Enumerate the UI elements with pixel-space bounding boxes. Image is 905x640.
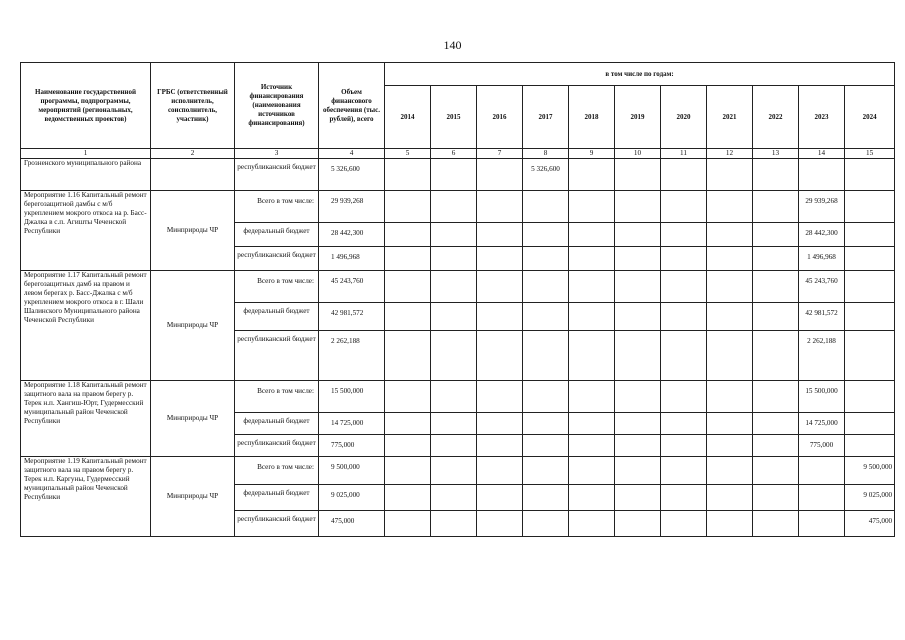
year-value: 14 725,000 bbox=[799, 413, 845, 435]
year-value bbox=[385, 435, 431, 457]
year-value: 1 496,968 bbox=[799, 247, 845, 271]
year-value bbox=[845, 247, 895, 271]
year-value bbox=[615, 511, 661, 537]
year-value bbox=[615, 485, 661, 511]
year-value: 42 981,572 bbox=[799, 303, 845, 331]
column-number: 13 bbox=[753, 149, 799, 159]
header-year: 2014 bbox=[385, 86, 431, 149]
year-value bbox=[523, 191, 569, 223]
year-value bbox=[753, 485, 799, 511]
column-number: 9 bbox=[569, 149, 615, 159]
header-year: 2023 bbox=[799, 86, 845, 149]
year-value bbox=[477, 331, 523, 381]
year-value bbox=[845, 271, 895, 303]
header-name: Наименование государственной программы, подпрограммы, мероприятий (региональных, ведомственных проектов) bbox=[21, 63, 151, 149]
total-volume: 42 981,572 bbox=[319, 303, 385, 331]
year-value: 2 262,188 bbox=[799, 331, 845, 381]
funding-source: федеральный бюджет bbox=[235, 303, 319, 331]
year-value bbox=[431, 485, 477, 511]
year-value: 775,000 bbox=[799, 435, 845, 457]
year-value bbox=[477, 223, 523, 247]
year-value bbox=[707, 271, 753, 303]
year-value bbox=[431, 435, 477, 457]
year-value bbox=[707, 381, 753, 413]
year-value bbox=[523, 511, 569, 537]
total-volume: 775,000 bbox=[319, 435, 385, 457]
year-value: 45 243,760 bbox=[799, 271, 845, 303]
column-number: 1 bbox=[21, 149, 151, 159]
table-row bbox=[21, 271, 895, 303]
funding-source: республиканский бюджет bbox=[235, 511, 319, 537]
year-value bbox=[569, 191, 615, 223]
column-number: 7 bbox=[477, 149, 523, 159]
year-value bbox=[523, 247, 569, 271]
year-value bbox=[661, 485, 707, 511]
year-value bbox=[523, 381, 569, 413]
year-value bbox=[799, 511, 845, 537]
table-row bbox=[21, 457, 895, 485]
header-year: 2017 bbox=[523, 86, 569, 149]
column-number: 5 bbox=[385, 149, 431, 159]
financing-table bbox=[20, 62, 895, 537]
funding-source: федеральный бюджет bbox=[235, 223, 319, 247]
year-value bbox=[615, 271, 661, 303]
funding-source: республиканский бюджет bbox=[235, 435, 319, 457]
column-number: 2 bbox=[151, 149, 235, 159]
column-number: 15 bbox=[845, 149, 895, 159]
year-value bbox=[661, 303, 707, 331]
year-value bbox=[753, 191, 799, 223]
year-value bbox=[707, 331, 753, 381]
year-value bbox=[477, 247, 523, 271]
year-value bbox=[523, 457, 569, 485]
header-grbs: ГРБС (ответственный исполнитель, соисполнитель, участник) bbox=[151, 63, 235, 149]
year-value bbox=[753, 381, 799, 413]
header-year: 2020 bbox=[661, 86, 707, 149]
year-value bbox=[753, 159, 799, 191]
year-value bbox=[385, 191, 431, 223]
year-value bbox=[385, 159, 431, 191]
year-value bbox=[753, 303, 799, 331]
header-year: 2021 bbox=[707, 86, 753, 149]
header-year: 2019 bbox=[615, 86, 661, 149]
measure-name: Мероприятие 1.17 Капитальный ремонт берегозащитных дамб на правом и левом берегах р. Басс-Джалка с м/б укреплением мокрого откоса в г. Шали Шалинского Муниципального района Чеченской Республики bbox=[21, 271, 151, 381]
funding-source: республиканский бюджет bbox=[235, 247, 319, 271]
year-value bbox=[661, 331, 707, 381]
year-value bbox=[707, 247, 753, 271]
column-number: 10 bbox=[615, 149, 661, 159]
year-value bbox=[661, 159, 707, 191]
total-volume: 475,000 bbox=[319, 511, 385, 537]
year-value bbox=[523, 271, 569, 303]
year-value bbox=[707, 511, 753, 537]
column-number: 12 bbox=[707, 149, 753, 159]
measure-name: Грозненского муниципального района bbox=[21, 159, 151, 191]
year-value bbox=[753, 511, 799, 537]
total-volume: 29 939,268 bbox=[319, 191, 385, 223]
year-value bbox=[615, 303, 661, 331]
funding-source: федеральный бюджет bbox=[235, 413, 319, 435]
year-value bbox=[753, 247, 799, 271]
year-value bbox=[661, 457, 707, 485]
year-value bbox=[661, 511, 707, 537]
year-value bbox=[431, 247, 477, 271]
year-value bbox=[477, 381, 523, 413]
year-value bbox=[431, 511, 477, 537]
total-volume: 2 262,188 bbox=[319, 331, 385, 381]
year-value bbox=[753, 435, 799, 457]
measure-name: Мероприятие 1.16 Капитальный ремонт берегозащитной дамбы с м/б укреплением мокрого откоса на р. Басс-Джалка в с.п. Агишты Чеченской Республики bbox=[21, 191, 151, 271]
year-value bbox=[477, 303, 523, 331]
year-value bbox=[431, 381, 477, 413]
header-volume: Объем финансового обеспечения (тыс. рублей), всего bbox=[319, 63, 385, 149]
column-number: 6 bbox=[431, 149, 477, 159]
year-value bbox=[799, 159, 845, 191]
total-volume: 45 243,760 bbox=[319, 271, 385, 303]
year-value bbox=[431, 191, 477, 223]
total-volume: 28 442,300 bbox=[319, 223, 385, 247]
header-year: 2022 bbox=[753, 86, 799, 149]
year-value bbox=[753, 457, 799, 485]
year-value bbox=[707, 485, 753, 511]
header-year: 2016 bbox=[477, 86, 523, 149]
year-value bbox=[707, 413, 753, 435]
funding-source: Всего в том числе: bbox=[235, 457, 319, 485]
year-value bbox=[431, 457, 477, 485]
year-value: 9 500,000 bbox=[845, 457, 895, 485]
funding-source: Всего в том числе: bbox=[235, 191, 319, 223]
page-number: 140 bbox=[443, 38, 462, 52]
table-row bbox=[21, 159, 895, 191]
header-year: 2015 bbox=[431, 86, 477, 149]
year-value bbox=[753, 331, 799, 381]
column-number: 8 bbox=[523, 149, 569, 159]
year-value bbox=[661, 191, 707, 223]
year-value bbox=[569, 435, 615, 457]
year-value bbox=[707, 191, 753, 223]
year-value bbox=[615, 159, 661, 191]
year-value bbox=[477, 271, 523, 303]
year-value bbox=[845, 223, 895, 247]
year-value bbox=[661, 381, 707, 413]
grbs-cell bbox=[151, 159, 235, 191]
year-value bbox=[615, 435, 661, 457]
year-value bbox=[477, 413, 523, 435]
header-year: 2018 bbox=[569, 86, 615, 149]
year-value bbox=[799, 457, 845, 485]
year-value bbox=[385, 247, 431, 271]
funding-source: федеральный бюджет bbox=[235, 485, 319, 511]
year-value bbox=[431, 223, 477, 247]
year-value bbox=[615, 223, 661, 247]
year-value bbox=[523, 331, 569, 381]
grbs-cell: Минприроды ЧР bbox=[151, 457, 235, 537]
year-value bbox=[661, 435, 707, 457]
year-value bbox=[477, 485, 523, 511]
total-volume: 9 500,000 bbox=[319, 457, 385, 485]
total-volume: 9 025,000 bbox=[319, 485, 385, 511]
header-source: Источник финансирования (наименования источников финансирования) bbox=[235, 63, 319, 149]
year-value bbox=[661, 247, 707, 271]
grbs-cell: Минприроды ЧР bbox=[151, 191, 235, 271]
year-value: 15 500,000 bbox=[799, 381, 845, 413]
year-value bbox=[523, 413, 569, 435]
year-value bbox=[661, 223, 707, 247]
year-value bbox=[385, 303, 431, 331]
total-volume: 5 326,600 bbox=[319, 159, 385, 191]
year-value bbox=[569, 381, 615, 413]
measure-name: Мероприятие 1.19 Капитальный ремонт защитного вала на правом берегу р. Терек н.п. Каргуны, Гудермесский муниципальный район Чеченской Республики bbox=[21, 457, 151, 537]
year-value bbox=[569, 159, 615, 191]
year-value bbox=[385, 413, 431, 435]
total-volume: 1 496,968 bbox=[319, 247, 385, 271]
year-value bbox=[845, 191, 895, 223]
year-value bbox=[385, 271, 431, 303]
year-value bbox=[753, 223, 799, 247]
year-value bbox=[845, 413, 895, 435]
year-value bbox=[385, 331, 431, 381]
funding-source: Всего в том числе: bbox=[235, 271, 319, 303]
year-value bbox=[615, 191, 661, 223]
header-by-years: в том числе по годам: bbox=[385, 63, 895, 86]
year-value bbox=[385, 457, 431, 485]
year-value bbox=[845, 435, 895, 457]
year-value bbox=[523, 485, 569, 511]
year-value bbox=[569, 457, 615, 485]
year-value bbox=[569, 247, 615, 271]
header-year: 2024 bbox=[845, 86, 895, 149]
year-value bbox=[615, 331, 661, 381]
year-value bbox=[477, 159, 523, 191]
year-value bbox=[707, 303, 753, 331]
column-number: 14 bbox=[799, 149, 845, 159]
year-value bbox=[569, 303, 615, 331]
year-value bbox=[845, 331, 895, 381]
measure-name: Мероприятие 1.18 Капитальный ремонт защитного вала на правом берегу р. Терек н.п. Хангиш-Юрт, Гудермесский муниципальный район Чеченской Республики bbox=[21, 381, 151, 457]
year-value: 475,000 bbox=[845, 511, 895, 537]
year-value bbox=[707, 159, 753, 191]
year-value bbox=[615, 457, 661, 485]
year-value bbox=[385, 223, 431, 247]
year-value bbox=[431, 413, 477, 435]
year-value bbox=[385, 511, 431, 537]
year-value bbox=[615, 413, 661, 435]
year-value bbox=[753, 271, 799, 303]
funding-source: Всего в том числе: bbox=[235, 381, 319, 413]
year-value bbox=[477, 435, 523, 457]
year-value bbox=[569, 271, 615, 303]
year-value bbox=[845, 159, 895, 191]
year-value: 5 326,600 bbox=[523, 159, 569, 191]
year-value bbox=[431, 159, 477, 191]
year-value bbox=[569, 413, 615, 435]
grbs-cell: Минприроды ЧР bbox=[151, 381, 235, 457]
year-value bbox=[431, 303, 477, 331]
year-value: 29 939,268 bbox=[799, 191, 845, 223]
year-value bbox=[845, 381, 895, 413]
year-value bbox=[569, 485, 615, 511]
year-value bbox=[431, 271, 477, 303]
year-value bbox=[661, 413, 707, 435]
total-volume: 14 725,000 bbox=[319, 413, 385, 435]
year-value bbox=[523, 223, 569, 247]
table-row bbox=[21, 381, 895, 413]
year-value bbox=[477, 191, 523, 223]
year-value bbox=[707, 223, 753, 247]
year-value bbox=[845, 303, 895, 331]
year-value bbox=[477, 511, 523, 537]
column-number: 3 bbox=[235, 149, 319, 159]
column-number: 11 bbox=[661, 149, 707, 159]
year-value bbox=[431, 331, 477, 381]
year-value: 28 442,300 bbox=[799, 223, 845, 247]
funding-source: республиканский бюджет bbox=[235, 159, 319, 191]
year-value bbox=[707, 457, 753, 485]
year-value bbox=[707, 435, 753, 457]
column-number: 4 bbox=[319, 149, 385, 159]
year-value: 9 025,000 bbox=[845, 485, 895, 511]
year-value bbox=[385, 485, 431, 511]
year-value bbox=[799, 485, 845, 511]
year-value bbox=[569, 511, 615, 537]
year-value bbox=[661, 271, 707, 303]
year-value bbox=[523, 435, 569, 457]
funding-source: республиканский бюджет bbox=[235, 331, 319, 381]
year-value bbox=[615, 247, 661, 271]
table-row bbox=[21, 191, 895, 223]
grbs-cell: Минприроды ЧР bbox=[151, 271, 235, 381]
year-value bbox=[523, 303, 569, 331]
year-value bbox=[477, 457, 523, 485]
year-value bbox=[753, 413, 799, 435]
year-value bbox=[615, 381, 661, 413]
total-volume: 15 500,000 bbox=[319, 381, 385, 413]
year-value bbox=[385, 381, 431, 413]
year-value bbox=[569, 331, 615, 381]
year-value bbox=[569, 223, 615, 247]
